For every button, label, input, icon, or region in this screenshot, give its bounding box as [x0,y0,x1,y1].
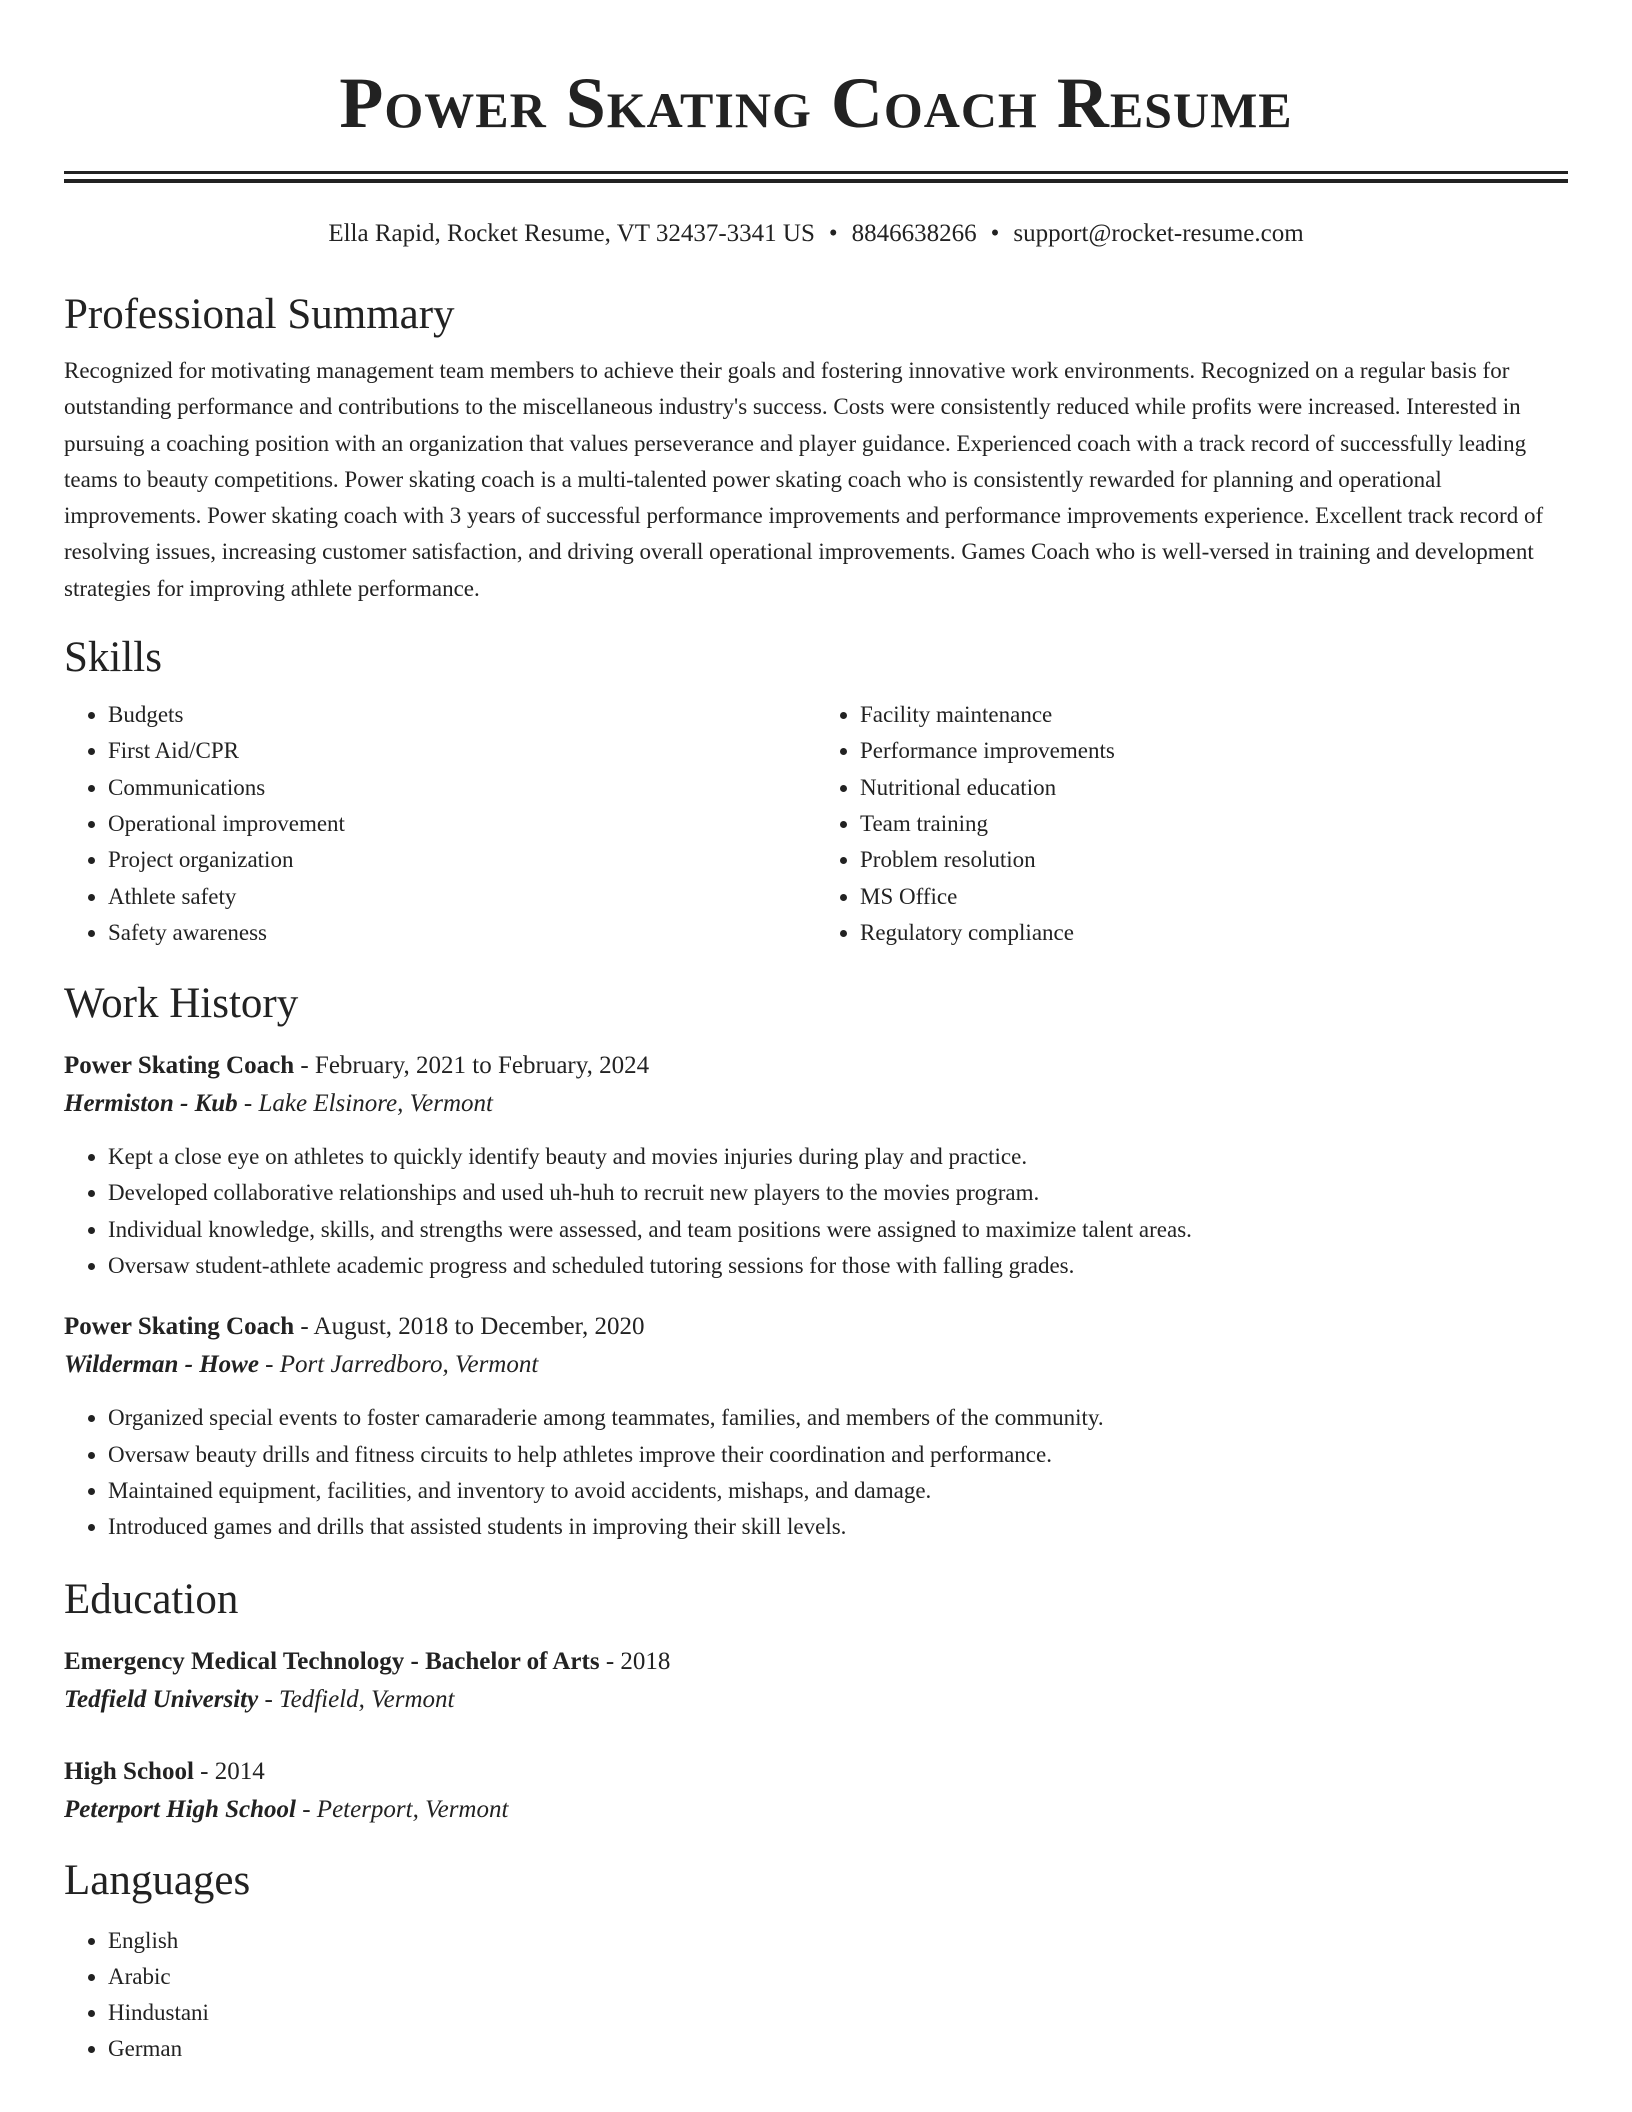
skill-item: • Nutritional education [860,770,1568,806]
job-company: Wilderman - Howe [64,1351,259,1379]
skill-item: • Performance improvements [860,733,1568,769]
skills-heading: Skills [64,634,162,682]
job-company-line [64,1085,1568,1123]
languages-heading: Languages [64,1856,251,1904]
skills-list [64,697,1568,951]
work-heading: Work History [64,980,299,1028]
contact-line [64,212,1568,256]
contact-separator: • [828,220,838,247]
job-bullet: • Kept a close eye on athletes to quickly identify beauty and movies injuries during play and practice. [108,1139,1568,1175]
skill-item: • First Aid/CPR [108,733,816,769]
contact-separator: • [990,220,1000,247]
job-bullet: • Introduced games and drills that assisted students in improving their skill levels. [108,1509,1568,1545]
job-bullet: • Individual knowledge, skills, and strengths were assessed, and team positions were assigned to maximize talent areas. [108,1212,1568,1248]
job-entry [64,1047,1568,1284]
job-company-line [64,1346,1568,1384]
language-item: • Hindustani [108,1995,1568,2031]
job-bullets [64,1400,1568,1545]
skill-item: • Safety awareness [108,915,816,951]
job-title: Power Skating Coach [64,1313,295,1341]
skill-item: • Communications [108,770,816,806]
degree-line [64,1643,1568,1681]
summary-heading: Professional Summary [64,291,455,338]
skill-item: • Facility maintenance [860,697,1568,733]
contact-phone: 8846638266 [851,220,977,247]
school-location: - Tedfield, Vermont [258,1685,455,1713]
language-item: • German [108,2031,1568,2067]
language-item: • English [108,1923,1568,1959]
skills-column-left [64,697,816,951]
degree: Emergency Medical Technology - Bachelor of Arts [64,1647,600,1675]
school-name: Peterport High School [64,1795,296,1823]
degree: High School [64,1757,194,1785]
job-dates: - February, 2021 to February, 2024 [294,1052,650,1080]
title-divider [64,171,1568,174]
language-item: • Arabic [108,1959,1568,1995]
school-name: Tedfield University [64,1685,259,1713]
resume-page [64,0,1568,2068]
degree-year: - 2014 [193,1757,265,1785]
job-bullet: • Oversaw student-athlete academic progress and scheduled tutoring sessions for those with falling grades. [108,1248,1568,1284]
skills-column-right [816,697,1568,951]
job-title: Power Skating Coach [64,1052,295,1080]
skill-item: • Project organization [108,842,816,878]
contact-address: Ella Rapid, Rocket Resume, VT 32437-3341 US [328,220,815,247]
job-location: - Lake Elsinore, Vermont [237,1090,493,1118]
contact-email: support@rocket-resume.com [1013,220,1304,247]
skill-item: • Operational improvement [108,806,816,842]
job-bullet: • Organized special events to foster camaraderie among teammates, families, and members of the community. [108,1400,1568,1436]
education-heading: Education [64,1575,239,1623]
skill-item: • Athlete safety [108,879,816,915]
job-dates: - August, 2018 to December, 2020 [294,1313,645,1341]
job-title-line [64,1308,1568,1346]
school-location: - Peterport, Vermont [295,1795,509,1823]
school-line [64,1681,1568,1719]
page-title: Power Skating Coach Resume [339,63,1293,143]
education-entry [64,1753,1568,1829]
skill-item: • Regulatory compliance [860,915,1568,951]
title-divider [64,179,1568,183]
degree-year: - 2018 [599,1647,671,1675]
skill-item: • Problem resolution [860,842,1568,878]
summary-text: Recognized for motivating management team members to achieve their goals and fostering innovative work environments. Recognized on a regular basis for outstanding performance and contributions to the miscellaneous industry's success. Costs were consistently reduced while profits were increased. Interested in pursuing a coaching position with an organization that values perseverance and player guidance. Experienced coach with a track record of successfully leading teams to beauty competitions. Power skating coach is a multi-talented power skating coach who is consistently rewarded for planning and operational improvements. Power skating coach with 3 years of successful performance improvements and performance improvements experience. Excellent track record of resolving issues, increasing customer satisfaction, and driving overall operational improvements. Games Coach who is well-versed in training and development strategies for improving athlete performance. [64,358,1544,601]
job-bullets [64,1139,1568,1284]
job-entry [64,1308,1568,1545]
job-location: - Port Jarredboro, Vermont [258,1351,539,1379]
job-title-line [64,1047,1568,1085]
skill-item: • MS Office [860,879,1568,915]
degree-line [64,1753,1568,1791]
languages-list [64,1923,1568,2068]
school-line [64,1791,1568,1829]
job-bullet: • Developed collaborative relationships and used uh-huh to recruit new players to the movies program. [108,1175,1568,1211]
education-entry [64,1643,1568,1719]
skill-item: • Budgets [108,697,816,733]
skill-item: • Team training [860,806,1568,842]
job-bullet: • Maintained equipment, facilities, and inventory to avoid accidents, mishaps, and damage. [108,1473,1568,1509]
job-bullet: • Oversaw beauty drills and fitness circuits to help athletes improve their coordination and performance. [108,1437,1568,1473]
job-company: Hermiston - Kub [64,1090,238,1118]
